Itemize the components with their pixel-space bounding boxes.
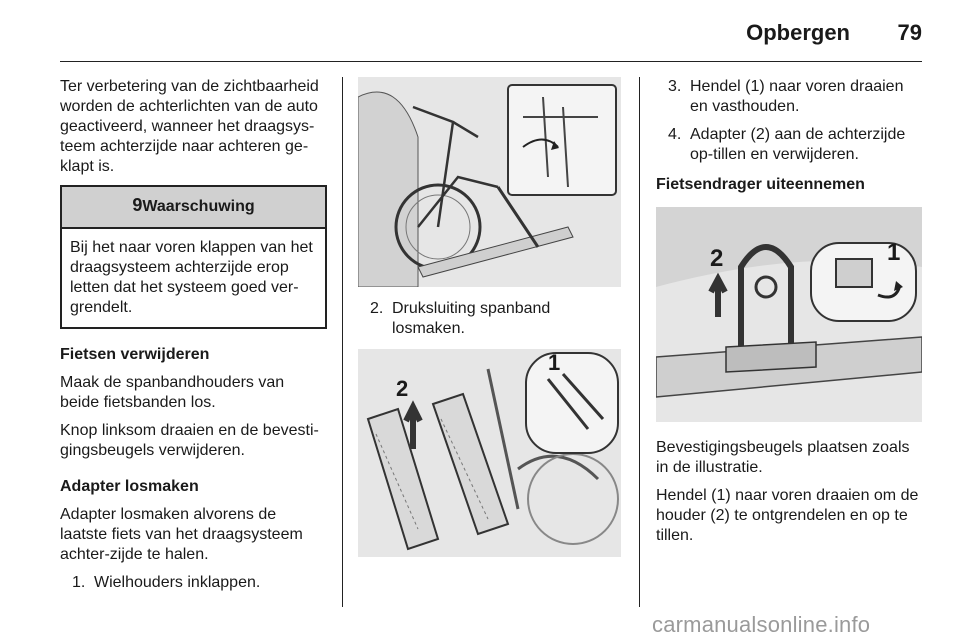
step-text: Adapter (2) aan de achterzijde op-tillen en verwijderen. (690, 126, 906, 163)
page-number: 79 (897, 20, 922, 45)
section-text: Adapter losmaken alvorens de laatste fiets van het draagsysteem achter-zijde te halen. (60, 506, 303, 563)
figure-callout: 1 (887, 239, 901, 266)
page-title: Opbergen (746, 20, 850, 45)
step-item (668, 77, 922, 117)
carrier-disassembly-drawing (656, 207, 922, 422)
step-text: Wielhouders inklappen. (94, 574, 261, 591)
section-heading-uiteennemen: Fietsendrager uiteennemen (656, 176, 865, 193)
warning-box (60, 185, 327, 329)
step-number: 1. (72, 574, 86, 591)
step-item (72, 573, 327, 593)
section-heading-fietsen: Fietsen verwijderen (60, 346, 210, 363)
warning-header (62, 187, 325, 229)
step-text: Druksluiting spanband losmaken. (392, 300, 551, 337)
bike-carrier-drawing (358, 77, 621, 287)
warning-body: Bij het naar voren klappen van het draagsysteem achterzijde erop letten dat het systeem goed ver-grendelt. (70, 239, 313, 316)
header-rule (60, 61, 922, 62)
section-text: Knop linksom draaien en de bevesti-gingsbeugels verwijderen. (60, 422, 319, 459)
warning-title: Waarschuwing (142, 198, 255, 215)
section-text: Maak de spanbandhouders van beide fietsbanden los. (60, 374, 285, 411)
figure-callout: 2 (710, 245, 724, 272)
column-divider-right (639, 77, 640, 607)
body-text: Bevestigingsbeugels plaatsen zoals in de illustratie. (656, 439, 910, 476)
step-number: 4. (668, 126, 682, 143)
body-text: Hendel (1) naar voren draaien om de houder (2) te ontgrendelen en op te tillen. (656, 487, 919, 544)
column-2 (358, 77, 621, 557)
illustration-wheel-holders (358, 349, 621, 557)
figure-callout: 1 (548, 350, 561, 375)
column-divider-left (342, 77, 343, 607)
intro-paragraph: Ter verbetering van de zichtbaarheid worden de achterlichten van de auto geactiveerd, wanneer het draagsys-teem achterzijde naar achteren ge-klapt is. (60, 78, 319, 175)
illustration-bike-carrier (358, 77, 621, 287)
section-heading-adapter: Adapter losmaken (60, 478, 199, 495)
column-1 (60, 77, 327, 601)
step-text: Hendel (1) naar voren draaien en vasthouden. (690, 78, 904, 115)
watermark: carmanualsonline.info (652, 612, 871, 637)
illustration-carrier-disassembly (656, 207, 922, 422)
step-number: 2. (370, 300, 384, 317)
column-3 (656, 77, 922, 554)
step-item (668, 125, 922, 165)
figure-callout: 2 (396, 376, 409, 401)
step-item (370, 299, 621, 339)
warning-icon: 9 (132, 195, 143, 215)
step-number: 3. (668, 78, 682, 95)
